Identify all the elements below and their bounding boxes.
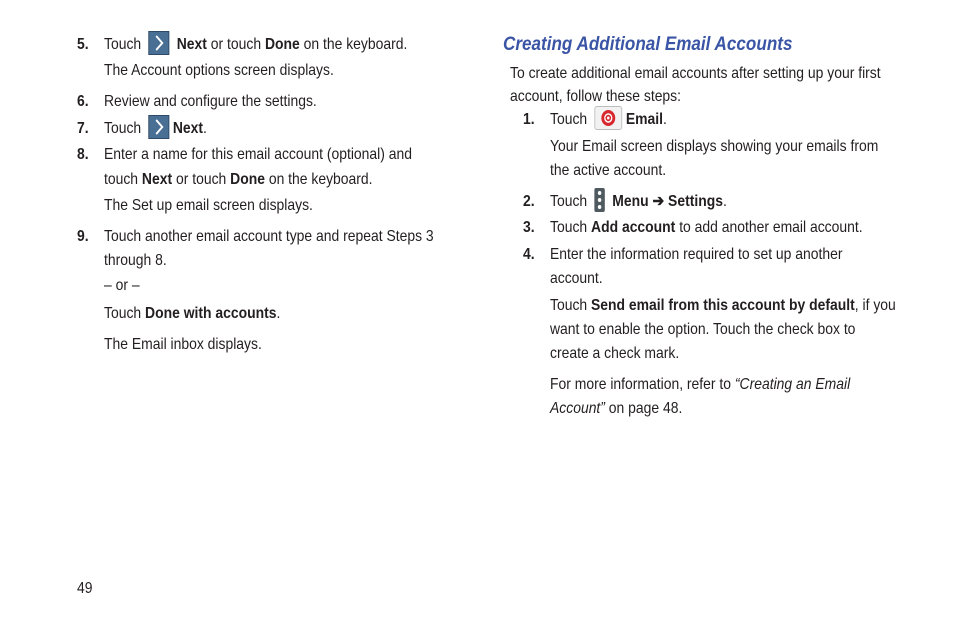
intro-line1: To create additional email accounts after setting up your first [510,65,881,82]
step-9-line2: through 8. [104,252,167,269]
step-1-note-line1: Your Email screen displays showing your emails from [550,138,879,155]
step-6-text: Review and configure the settings. [104,93,317,110]
step-1-text: Touch Email. [550,108,667,132]
step-5-text: Touch Next or touch Done on the keyboard. [104,33,407,57]
step-5-note: The Account options screen displays. [104,62,334,79]
step-9-number: 9. [77,228,89,245]
next-arrow-icon [149,31,170,55]
step-4-note-line3: create a check mark. [550,345,680,362]
menu-dots-icon [595,188,605,212]
page-number: 49 [77,580,93,597]
step-4-line2: account. [550,270,603,287]
step-4-line1: Enter the information required to set up another [550,246,843,263]
step-3-text: Touch Add account to add another email account. [550,219,863,236]
step-1-number: 1. [523,111,535,128]
step-4-number: 4. [523,246,535,263]
step-9-line1: Touch another email account type and repeat Steps 3 [104,228,434,245]
more-info-line1: For more information, refer to “Creating an Email [550,376,851,393]
step-4-note-line2: want to enable the option. Touch the check box to [550,321,856,338]
step-5-number: 5. [77,36,89,53]
more-info-line2: Account” on page 48. [550,400,683,417]
step-8-line2: touch Next or touch Done on the keyboard. [104,171,373,188]
email-app-icon [595,106,623,130]
section-heading: Creating Additional Email Accounts [503,34,793,55]
next-arrow-icon [149,115,170,139]
done-with-accounts-line: Touch Done with accounts. [104,305,281,322]
step-6-number: 6. [77,93,89,110]
or-separator: – or – [104,277,140,294]
step-8-note: The Set up email screen displays. [104,197,313,214]
step-7-text: Touch Next. [104,117,207,141]
step-8-line1: Enter a name for this email account (optional) and [104,146,412,163]
intro-line2: account, follow these steps: [510,88,682,105]
step-8-number: 8. [77,146,89,163]
step-2-text: Touch Menu ➔ Settings. [550,190,727,214]
step-4-note-line1: Touch Send email from this account by default, if you [550,297,896,314]
inbox-note: The Email inbox displays. [104,336,262,353]
step-7-number: 7. [77,120,89,137]
step-1-note-line2: the active account. [550,162,667,179]
step-3-number: 3. [523,219,535,236]
step-2-number: 2. [523,193,535,210]
